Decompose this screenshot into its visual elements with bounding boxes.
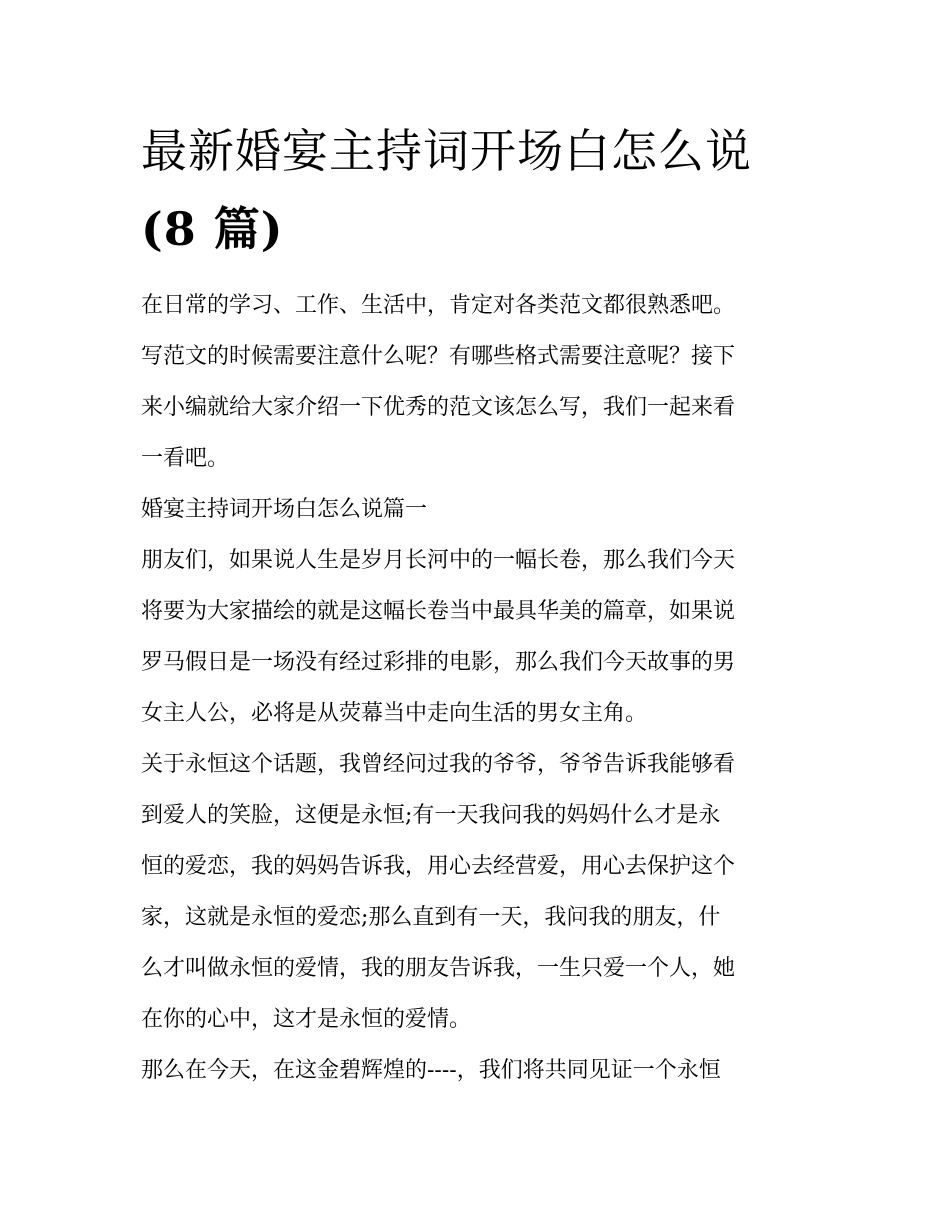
intro-paragraph	[141, 280, 816, 484]
text-line: 婚宴主持词开场白怎么说篇一	[141, 497, 428, 522]
text-line: 么才叫做永恒的爱情，我的朋友告诉我，一生只爱一个人，她	[141, 956, 736, 981]
text-line: 在日常的学习、工作、生活中，肯定对各类范文都很熟悉吧。	[141, 293, 736, 318]
body-paragraph	[141, 535, 816, 739]
text-line: 罗马假日是一场没有经过彩排的电影，那么我们今天故事的男	[141, 650, 736, 675]
text-line: 在你的心中，这才是永恒的爱情。	[141, 1007, 472, 1032]
text-line: 来小编就给大家介绍一下优秀的范文该怎么写，我们一起来看	[141, 395, 736, 420]
text-line: 关于永恒这个话题，我曾经问过我的爷爷，爷爷告诉我能够看	[141, 752, 736, 777]
text-line: 家，这就是永恒的爱恋;那么直到有一天，我问我的朋友，什	[141, 905, 721, 930]
section-heading	[141, 484, 816, 535]
title-line: (8 篇)	[141, 202, 284, 256]
text-line: 到爱人的笑脸，这便是永恒;有一天我问我的妈妈什么才是永	[141, 803, 721, 828]
text-line: 朋友们，如果说人生是岁月长河中的一幅长卷，那么我们今天	[141, 548, 736, 573]
text-line: 一看吧。	[141, 446, 230, 471]
text-line: 将要为大家描绘的就是这幅长卷当中最具华美的篇章，如果说	[141, 599, 736, 624]
text-line: 那么在今天，在这金碧辉煌的----，我们将共同见证一个永恒	[141, 1058, 721, 1083]
document-body	[141, 280, 816, 1096]
body-paragraph	[141, 739, 816, 1045]
document-title	[141, 112, 831, 268]
text-line: 女主人公，必将是从荧幕当中走向生活的男女主角。	[141, 701, 648, 726]
text-line: 恒的爱恋，我的妈妈告诉我，用心去经营爱，用心去保护这个	[141, 854, 736, 879]
title-line: 最新婚宴主持词开场白怎么说	[141, 124, 752, 178]
body-paragraph	[141, 1045, 816, 1096]
text-line: 写范文的时候需要注意什么呢？有哪些格式需要注意呢？接下	[141, 344, 736, 369]
